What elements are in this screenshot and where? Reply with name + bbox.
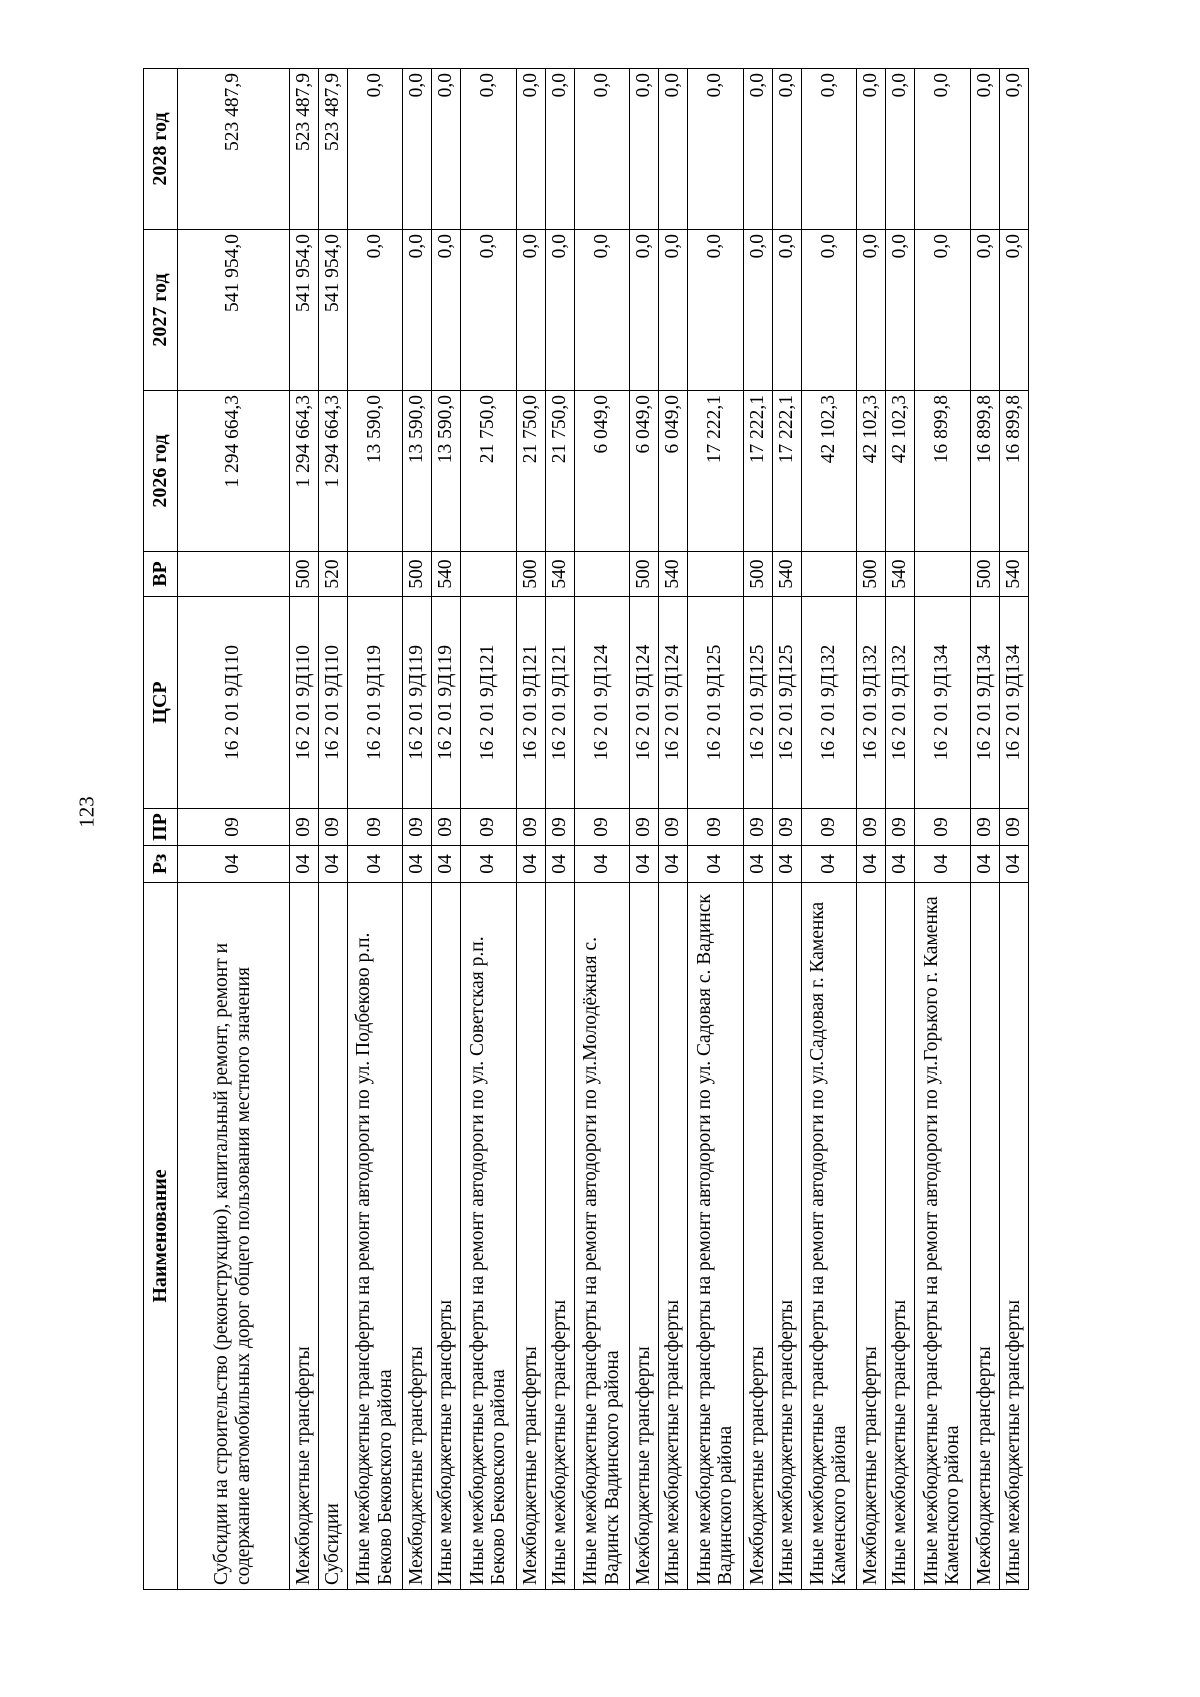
cell-name: Иные межбюджетные трансферты — [886, 883, 915, 1590]
cell-2027: 541 954,0 — [318, 230, 347, 391]
table-row — [461, 69, 516, 1590]
cell-2028: 523 487,9 — [178, 69, 290, 230]
cell-2028: 0,0 — [801, 69, 856, 230]
cell-2028: 0,0 — [772, 69, 801, 230]
cell-2028: 0,0 — [743, 69, 772, 230]
cell-vr: 500 — [630, 552, 659, 597]
cell-2026: 42 102,3 — [886, 391, 915, 552]
cell-2028: 0,0 — [574, 69, 629, 230]
cell-vr — [688, 552, 743, 597]
cell-csr: 16 2 01 9Д134 — [999, 597, 1028, 809]
cell-2027: 541 954,0 — [178, 230, 290, 391]
cell-rz: 04 — [574, 846, 629, 883]
cell-rz: 04 — [970, 846, 999, 883]
header-rz: Рз — [144, 846, 178, 883]
cell-csr: 16 2 01 9Д119 — [432, 597, 461, 809]
cell-vr: 540 — [886, 552, 915, 597]
cell-vr — [801, 552, 856, 597]
cell-pr: 09 — [970, 809, 999, 846]
cell-vr — [178, 552, 290, 597]
cell-pr: 09 — [516, 809, 545, 846]
cell-2028: 0,0 — [915, 69, 970, 230]
table-row — [545, 69, 574, 1590]
cell-2026: 16 899,8 — [999, 391, 1028, 552]
cell-name: Иные межбюджетные трансферты — [659, 883, 688, 1590]
cell-rz: 04 — [915, 846, 970, 883]
table-row — [347, 69, 402, 1590]
cell-vr: 500 — [289, 552, 318, 597]
cell-2027: 0,0 — [886, 230, 915, 391]
cell-name: Иные межбюджетные трансферты — [772, 883, 801, 1590]
cell-vr: 520 — [318, 552, 347, 597]
budget-table — [143, 68, 1029, 1590]
cell-pr: 09 — [545, 809, 574, 846]
table-row — [574, 69, 629, 1590]
table-row — [289, 69, 318, 1590]
cell-2026: 13 590,0 — [432, 391, 461, 552]
cell-name: Иные межбюджетные трансферты на ремонт автодороги по ул. Подбеково р.п. Беково Бековского района — [347, 883, 402, 1590]
cell-name: Межбюджетные трансферты — [516, 883, 545, 1590]
table-row — [659, 69, 688, 1590]
cell-2027: 0,0 — [630, 230, 659, 391]
cell-rz: 04 — [461, 846, 516, 883]
cell-2028: 0,0 — [688, 69, 743, 230]
cell-pr: 09 — [630, 809, 659, 846]
cell-2028: 0,0 — [659, 69, 688, 230]
cell-2027: 541 954,0 — [289, 230, 318, 391]
table-body — [178, 69, 1029, 1590]
cell-name: Иные межбюджетные трансферты — [999, 883, 1028, 1590]
cell-2028: 523 487,9 — [318, 69, 347, 230]
cell-csr: 16 2 01 9Д110 — [289, 597, 318, 809]
cell-rz: 04 — [772, 846, 801, 883]
cell-2026: 13 590,0 — [347, 391, 402, 552]
cell-vr: 500 — [743, 552, 772, 597]
cell-2026: 1 294 664,3 — [318, 391, 347, 552]
cell-vr: 500 — [970, 552, 999, 597]
cell-rz: 04 — [289, 846, 318, 883]
cell-name: Иные межбюджетные трансферты — [432, 883, 461, 1590]
table-row — [801, 69, 856, 1590]
cell-2027: 0,0 — [545, 230, 574, 391]
cell-2027: 0,0 — [347, 230, 402, 391]
cell-vr: 540 — [659, 552, 688, 597]
page-number: 123 — [74, 796, 99, 828]
cell-rz: 04 — [857, 846, 886, 883]
table-row — [970, 69, 999, 1590]
table-row — [432, 69, 461, 1590]
cell-2027: 0,0 — [999, 230, 1028, 391]
table-row — [915, 69, 970, 1590]
cell-rz: 04 — [403, 846, 432, 883]
cell-2027: 0,0 — [432, 230, 461, 391]
cell-csr: 16 2 01 9Д110 — [318, 597, 347, 809]
cell-2028: 0,0 — [857, 69, 886, 230]
cell-2027: 0,0 — [659, 230, 688, 391]
cell-name: Иные межбюджетные трансферты на ремонт автодороги по ул. Садовая с. Вадинск Вадинского района — [688, 883, 743, 1590]
cell-2028: 0,0 — [461, 69, 516, 230]
table-row — [178, 69, 290, 1590]
table-row — [516, 69, 545, 1590]
cell-vr — [461, 552, 516, 597]
table-row — [403, 69, 432, 1590]
cell-2026: 21 750,0 — [545, 391, 574, 552]
cell-pr: 09 — [347, 809, 402, 846]
cell-pr: 09 — [915, 809, 970, 846]
cell-csr: 16 2 01 9Д119 — [403, 597, 432, 809]
header-pr: ПР — [144, 809, 178, 846]
cell-name: Межбюджетные трансферты — [857, 883, 886, 1590]
table-row — [630, 69, 659, 1590]
cell-name: Иные межбюджетные трансферты на ремонт автодороги по ул.Горького г. Каменка Каменского района — [915, 883, 970, 1590]
cell-vr: 500 — [857, 552, 886, 597]
cell-2028: 0,0 — [545, 69, 574, 230]
cell-pr: 09 — [574, 809, 629, 846]
cell-2026: 17 222,1 — [743, 391, 772, 552]
cell-rz: 04 — [318, 846, 347, 883]
cell-2028: 0,0 — [886, 69, 915, 230]
cell-pr: 09 — [178, 809, 290, 846]
cell-2028: 0,0 — [630, 69, 659, 230]
cell-csr: 16 2 01 9Д132 — [801, 597, 856, 809]
cell-csr: 16 2 01 9Д125 — [772, 597, 801, 809]
cell-vr — [347, 552, 402, 597]
cell-2028: 0,0 — [970, 69, 999, 230]
cell-csr: 16 2 01 9Д119 — [347, 597, 402, 809]
cell-rz: 04 — [659, 846, 688, 883]
cell-name: Иные межбюджетные трансферты — [545, 883, 574, 1590]
cell-2026: 16 899,8 — [970, 391, 999, 552]
cell-pr: 09 — [886, 809, 915, 846]
cell-csr: 16 2 01 9Д132 — [857, 597, 886, 809]
cell-rz: 04 — [688, 846, 743, 883]
cell-csr: 16 2 01 9Д124 — [630, 597, 659, 809]
cell-2027: 0,0 — [688, 230, 743, 391]
cell-rz: 04 — [999, 846, 1028, 883]
cell-2028: 523 487,9 — [289, 69, 318, 230]
cell-name: Субсидии на строительство (реконструкцию), капитальный ремонт, ремонт и содержание автомобильных дорог общего пользования местного значения — [178, 883, 290, 1590]
table-row — [688, 69, 743, 1590]
cell-2026: 6 049,0 — [659, 391, 688, 552]
cell-2027: 0,0 — [801, 230, 856, 391]
cell-2028: 0,0 — [999, 69, 1028, 230]
cell-csr: 16 2 01 9Д132 — [886, 597, 915, 809]
cell-rz: 04 — [545, 846, 574, 883]
cell-vr: 540 — [772, 552, 801, 597]
cell-vr — [574, 552, 629, 597]
table-row — [772, 69, 801, 1590]
cell-2027: 0,0 — [970, 230, 999, 391]
cell-vr: 540 — [432, 552, 461, 597]
cell-2026: 42 102,3 — [801, 391, 856, 552]
cell-csr: 16 2 01 9Д134 — [970, 597, 999, 809]
cell-pr: 09 — [461, 809, 516, 846]
cell-2027: 0,0 — [772, 230, 801, 391]
cell-pr: 09 — [688, 809, 743, 846]
cell-csr: 16 2 01 9Д121 — [461, 597, 516, 809]
cell-pr: 09 — [432, 809, 461, 846]
cell-name: Межбюджетные трансферты — [743, 883, 772, 1590]
cell-rz: 04 — [743, 846, 772, 883]
cell-name: Иные межбюджетные трансферты на ремонт автодороги по ул. Советская р.п. Беково Бековского района — [461, 883, 516, 1590]
cell-csr: 16 2 01 9Д121 — [545, 597, 574, 809]
cell-pr: 09 — [318, 809, 347, 846]
cell-name: Межбюджетные трансферты — [970, 883, 999, 1590]
table-row — [886, 69, 915, 1590]
cell-pr: 09 — [289, 809, 318, 846]
cell-2027: 0,0 — [403, 230, 432, 391]
cell-rz: 04 — [886, 846, 915, 883]
cell-name: Иные межбюджетные трансферты на ремонт автодороги по ул.Молодёжная с. Вадинск Вадинского района — [574, 883, 629, 1590]
cell-2028: 0,0 — [432, 69, 461, 230]
cell-2027: 0,0 — [743, 230, 772, 391]
cell-2026: 42 102,3 — [857, 391, 886, 552]
table-row — [318, 69, 347, 1590]
cell-pr: 09 — [772, 809, 801, 846]
cell-pr: 09 — [659, 809, 688, 846]
cell-name: Межбюджетные трансферты — [630, 883, 659, 1590]
table-row — [999, 69, 1028, 1590]
cell-2027: 0,0 — [915, 230, 970, 391]
cell-2026: 17 222,1 — [772, 391, 801, 552]
cell-2026: 13 590,0 — [403, 391, 432, 552]
cell-2026: 21 750,0 — [461, 391, 516, 552]
cell-vr: 500 — [403, 552, 432, 597]
cell-csr: 16 2 01 9Д124 — [659, 597, 688, 809]
cell-vr: 540 — [999, 552, 1028, 597]
cell-csr: 16 2 01 9Д110 — [178, 597, 290, 809]
table-row — [743, 69, 772, 1590]
cell-pr: 09 — [857, 809, 886, 846]
cell-csr: 16 2 01 9Д125 — [743, 597, 772, 809]
header-2027: 2027 год — [144, 230, 178, 391]
cell-2026: 6 049,0 — [574, 391, 629, 552]
cell-csr: 16 2 01 9Д125 — [688, 597, 743, 809]
cell-2028: 0,0 — [403, 69, 432, 230]
cell-name: Иные межбюджетные трансферты на ремонт автодороги по ул.Садовая г. Каменка Каменского района — [801, 883, 856, 1590]
cell-2026: 17 222,1 — [688, 391, 743, 552]
header-2028: 2028 год — [144, 69, 178, 230]
cell-2027: 0,0 — [516, 230, 545, 391]
cell-2026: 16 899,8 — [915, 391, 970, 552]
cell-rz: 04 — [516, 846, 545, 883]
rotated-table-container — [143, 69, 1029, 1590]
header-name: Наименование — [144, 883, 178, 1590]
cell-2028: 0,0 — [516, 69, 545, 230]
cell-pr: 09 — [999, 809, 1028, 846]
cell-pr: 09 — [403, 809, 432, 846]
table-header-row — [144, 69, 178, 1590]
cell-2027: 0,0 — [574, 230, 629, 391]
cell-csr: 16 2 01 9Д124 — [574, 597, 629, 809]
cell-rz: 04 — [178, 846, 290, 883]
header-csr: ЦСР — [144, 597, 178, 809]
header-vr: ВР — [144, 552, 178, 597]
cell-rz: 04 — [630, 846, 659, 883]
cell-pr: 09 — [801, 809, 856, 846]
cell-rz: 04 — [801, 846, 856, 883]
cell-2027: 0,0 — [461, 230, 516, 391]
cell-csr: 16 2 01 9Д134 — [915, 597, 970, 809]
cell-csr: 16 2 01 9Д121 — [516, 597, 545, 809]
cell-vr: 540 — [545, 552, 574, 597]
cell-vr — [915, 552, 970, 597]
cell-name: Межбюджетные трансферты — [403, 883, 432, 1590]
cell-2028: 0,0 — [347, 69, 402, 230]
cell-rz: 04 — [432, 846, 461, 883]
cell-name: Субсидии — [318, 883, 347, 1590]
table-row — [857, 69, 886, 1590]
cell-2026: 1 294 664,3 — [289, 391, 318, 552]
cell-2026: 21 750,0 — [516, 391, 545, 552]
header-2026: 2026 год — [144, 391, 178, 552]
cell-2026: 1 294 664,3 — [178, 391, 290, 552]
cell-pr: 09 — [743, 809, 772, 846]
cell-rz: 04 — [347, 846, 402, 883]
cell-2026: 6 049,0 — [630, 391, 659, 552]
cell-vr: 500 — [516, 552, 545, 597]
cell-2027: 0,0 — [857, 230, 886, 391]
cell-name: Межбюджетные трансферты — [289, 883, 318, 1590]
